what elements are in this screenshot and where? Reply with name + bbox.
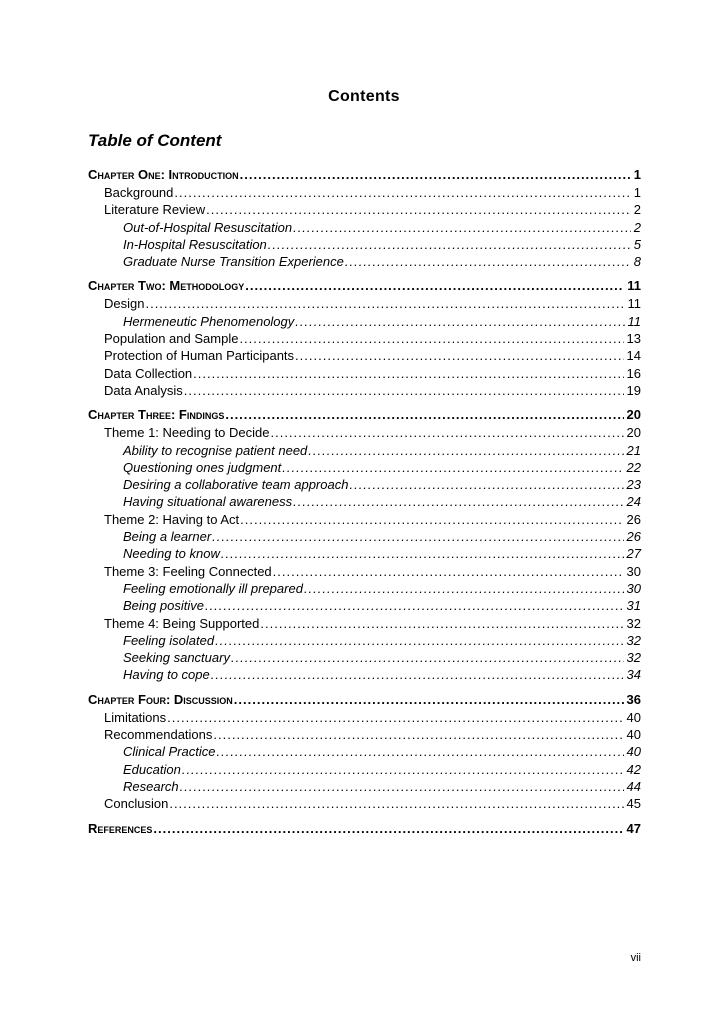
toc-entry-page: 36: [626, 691, 641, 707]
toc-entry-title: Chapter Three: Findings: [88, 407, 225, 423]
toc-entry[interactable]: [88, 166, 641, 184]
toc-entry-page: 19: [626, 382, 641, 398]
toc-entry-page: 21: [626, 442, 641, 458]
dot-leader: [153, 820, 623, 838]
toc-entry[interactable]: [88, 295, 641, 312]
dot-leader: [212, 528, 623, 545]
toc-entry-title: Feeling isolated: [123, 632, 215, 648]
toc-entry-title: Questioning ones judgment: [123, 459, 282, 475]
toc-entry-title: Research: [123, 778, 179, 794]
toc-entry[interactable]: [88, 382, 641, 399]
dot-leader: [180, 778, 624, 795]
toc-entry[interactable]: [88, 563, 641, 580]
dot-leader: [215, 632, 623, 649]
toc-entry[interactable]: [88, 219, 641, 236]
toc-entry[interactable]: [88, 795, 641, 812]
table-of-contents: [88, 166, 641, 838]
toc-entry-title: Theme 4: Being Supported: [104, 615, 260, 631]
dot-leader: [295, 347, 623, 364]
dot-leader: [211, 666, 624, 683]
toc-entry[interactable]: [88, 313, 641, 330]
dot-leader: [345, 253, 631, 270]
dot-leader: [169, 795, 623, 812]
toc-entry[interactable]: [88, 253, 641, 270]
toc-entry[interactable]: [88, 580, 641, 597]
toc-entry[interactable]: [88, 761, 641, 778]
toc-entry-page: 22: [626, 459, 641, 475]
toc-entry-title: Hermeneutic Phenomenology: [123, 313, 295, 329]
toc-entry[interactable]: [88, 424, 641, 441]
toc-entry[interactable]: [88, 691, 641, 709]
toc-entry-page: 32: [626, 650, 641, 666]
toc-entry-title: Data Analysis: [104, 382, 183, 398]
dot-leader: [205, 597, 624, 614]
dot-leader: [239, 330, 623, 347]
toc-entry[interactable]: [88, 184, 641, 201]
toc-entry-title: Conclusion: [104, 796, 169, 812]
toc-entry-page: 1: [633, 185, 641, 200]
toc-entry-page: 13: [626, 331, 641, 347]
toc-entry-title: Theme 1: Needing to Decide: [104, 425, 270, 441]
toc-entry-page: 2: [633, 219, 641, 235]
toc-entry[interactable]: [88, 236, 641, 253]
toc-entry-title: Seeking sanctuary: [123, 650, 230, 666]
toc-entry-title: Chapter Two: Methodology: [88, 278, 245, 294]
toc-entry-title: Graduate Nurse Transition Experience: [123, 254, 344, 270]
toc-entry-title: Ability to recognise patient need: [123, 442, 308, 458]
toc-entry-title: Having to cope: [123, 667, 210, 683]
toc-entry-page: 27: [626, 546, 641, 562]
toc-entry-title: Having situational awareness: [123, 494, 293, 510]
dot-leader: [225, 406, 623, 424]
toc-entry-page: 34: [626, 667, 641, 683]
toc-entry-title: Recommendations: [104, 727, 213, 743]
toc-entry-title: Desiring a collaborative team approach: [123, 477, 349, 493]
toc-entry[interactable]: [88, 709, 641, 726]
dot-leader: [245, 277, 624, 295]
toc-entry[interactable]: [88, 597, 641, 614]
dot-leader: [293, 493, 623, 510]
toc-entry-title: Feeling emotionally ill prepared: [123, 580, 303, 596]
dot-leader: [234, 691, 624, 709]
toc-entry-page: 31: [626, 598, 641, 614]
toc-entry-page: 1: [633, 167, 641, 182]
toc-entry[interactable]: [88, 442, 641, 459]
toc-entry-title: Background: [104, 185, 174, 200]
toc-entry[interactable]: [88, 528, 641, 545]
toc-entry[interactable]: [88, 277, 641, 295]
page-number: vii: [630, 952, 641, 964]
toc-entry[interactable]: [88, 649, 641, 666]
toc-entry-title: Theme 3: Feeling Connected: [104, 563, 272, 579]
toc-entry[interactable]: [88, 726, 641, 743]
dot-leader: [304, 580, 624, 597]
dot-leader: [213, 726, 623, 743]
toc-entry-page: 26: [626, 529, 641, 545]
dot-leader: [221, 545, 624, 562]
dot-leader: [206, 201, 631, 218]
toc-entry-page: 23: [626, 477, 641, 493]
dot-leader: [240, 166, 631, 184]
toc-title: Table of Content: [88, 131, 222, 150]
dot-leader: [174, 184, 630, 201]
toc-entry-title: Clinical Practice: [123, 744, 216, 760]
toc-entry-title: References: [88, 820, 153, 836]
toc-entry-page: 47: [626, 820, 641, 836]
dot-leader: [349, 476, 623, 493]
dot-leader: [231, 649, 624, 666]
dot-leader: [308, 442, 623, 459]
toc-entry-page: 44: [626, 778, 641, 794]
toc-entry-page: 40: [626, 744, 641, 760]
toc-entry[interactable]: [88, 406, 641, 424]
toc-entry[interactable]: [88, 666, 641, 683]
dot-leader: [295, 313, 624, 330]
toc-entry[interactable]: [88, 632, 641, 649]
toc-entry-title: Data Collection: [104, 365, 193, 381]
toc-entry-page: 40: [626, 709, 641, 725]
toc-entry-page: 26: [626, 511, 641, 527]
toc-entry-title: Chapter Four: Discussion: [88, 691, 233, 707]
dot-leader: [193, 365, 623, 382]
toc-entry-title: Out-of-Hospital Resuscitation: [123, 219, 293, 235]
toc-entry-page: 30: [626, 563, 641, 579]
toc-entry-title: Being a learner: [123, 529, 212, 545]
toc-entry-title: Population and Sample: [104, 331, 239, 347]
dot-leader: [182, 761, 624, 778]
dot-leader: [270, 424, 623, 441]
toc-entry-page: 20: [626, 407, 641, 423]
dot-leader: [273, 563, 624, 580]
toc-entry[interactable]: [88, 493, 641, 510]
toc-entry-page: 5: [633, 236, 641, 252]
toc-entry-title: Design: [104, 296, 145, 312]
toc-entry[interactable]: [88, 545, 641, 562]
dot-leader: [145, 295, 624, 312]
toc-entry-title: Chapter One: Introduction: [88, 167, 239, 182]
toc-entry-page: 8: [633, 254, 641, 270]
toc-entry-page: 11: [627, 296, 641, 312]
toc-entry[interactable]: [88, 201, 641, 218]
toc-entry[interactable]: [88, 778, 641, 795]
toc-entry-page: 14: [626, 348, 641, 364]
toc-entry-title: Needing to know: [123, 546, 220, 562]
toc-entry-title: Being positive: [123, 598, 204, 614]
toc-entry-page: 24: [626, 494, 641, 510]
page-heading: Contents: [328, 88, 400, 105]
dot-leader: [184, 382, 624, 399]
toc-entry[interactable]: [88, 365, 641, 382]
toc-entry[interactable]: [88, 330, 641, 347]
dot-leader: [240, 511, 623, 528]
toc-entry-page: 45: [626, 796, 641, 812]
toc-entry-title: Education: [123, 761, 181, 777]
toc-entry-page: 32: [626, 615, 641, 631]
toc-entry-page: 16: [626, 365, 641, 381]
dot-leader: [260, 615, 623, 632]
toc-entry-page: 40: [626, 727, 641, 743]
toc-entry[interactable]: [88, 615, 641, 632]
toc-entry[interactable]: [88, 743, 641, 760]
toc-entry-title: In-Hospital Resuscitation: [123, 236, 267, 252]
toc-entry-title: Limitations: [104, 709, 167, 725]
toc-entry-title: Protection of Human Participants: [104, 348, 295, 364]
toc-entry[interactable]: [88, 476, 641, 493]
toc-entry-page: 2: [633, 202, 641, 218]
dot-leader: [293, 219, 631, 236]
toc-entry-page: 20: [626, 425, 641, 441]
toc-entry[interactable]: [88, 347, 641, 364]
toc-entry[interactable]: [88, 511, 641, 528]
toc-entry-page: 11: [627, 278, 641, 294]
toc-entry-page: 30: [626, 580, 641, 596]
dot-leader: [282, 459, 623, 476]
toc-entry-page: 42: [626, 761, 641, 777]
toc-entry-page: 11: [627, 313, 641, 329]
toc-entry[interactable]: [88, 459, 641, 476]
toc-entry-title: Literature Review: [104, 202, 206, 218]
dot-leader: [216, 743, 623, 760]
dot-leader: [167, 709, 623, 726]
toc-entry-page: 32: [626, 632, 641, 648]
toc-entry[interactable]: [88, 820, 641, 838]
toc-entry-title: Theme 2: Having to Act: [104, 511, 240, 527]
dot-leader: [268, 236, 631, 253]
